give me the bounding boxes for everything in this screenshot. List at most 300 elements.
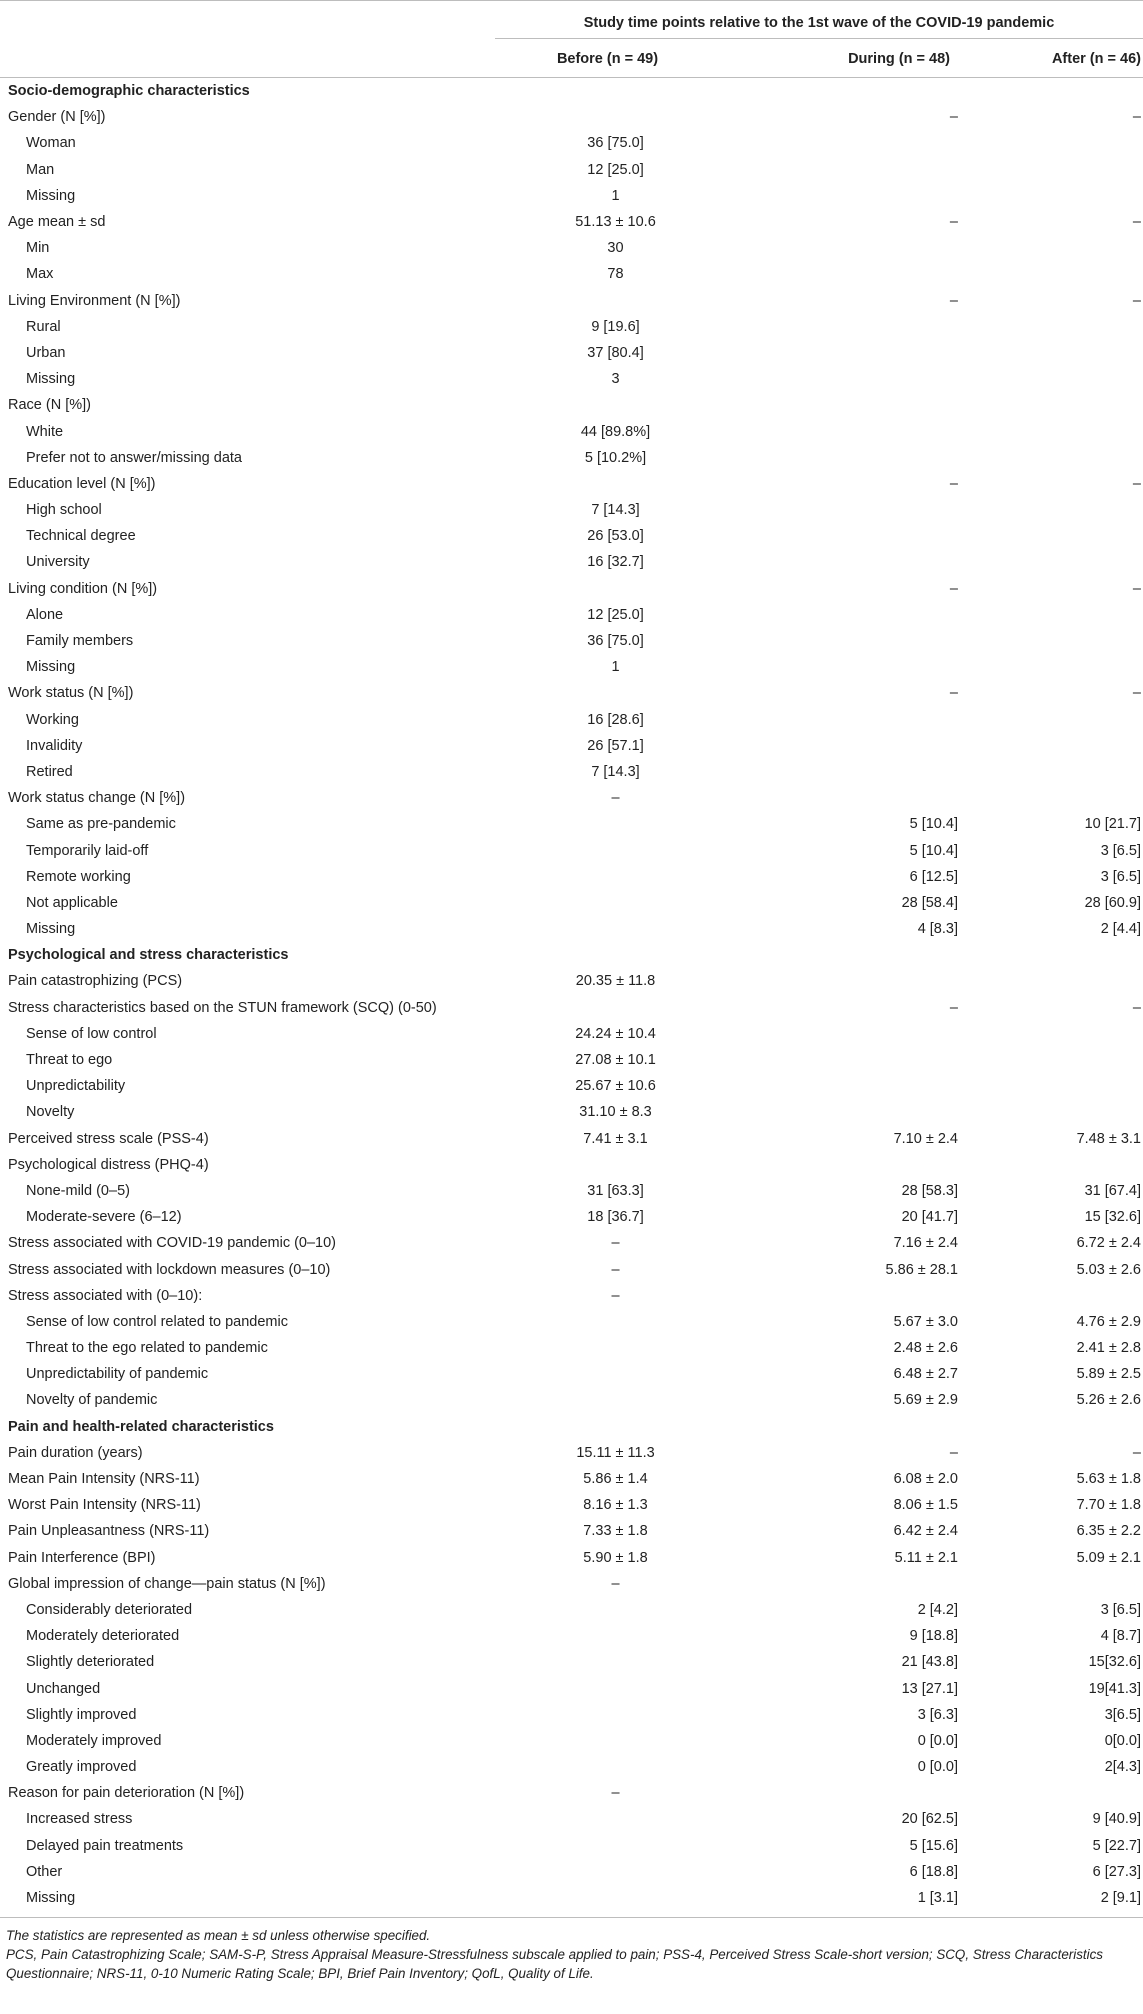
row-label: Missing — [26, 921, 76, 938]
cell-after — [958, 1099, 1143, 1125]
cell-before: 1 — [611, 659, 620, 676]
cell-during — [728, 1021, 958, 1047]
cell-during: 28 [58.3] — [901, 1182, 958, 1199]
cell-before: 7 [14.3] — [591, 502, 640, 519]
table-row — [0, 916, 1143, 942]
cell-before — [503, 837, 728, 863]
table-row — [0, 1126, 1143, 1152]
cell-before: 51.13 ± 10.6 — [575, 214, 656, 231]
table-row — [0, 445, 1143, 471]
spanning-header-title: Study time points relative to the 1st wave of the COVID-19 pandemic — [583, 15, 1055, 31]
table-row — [0, 235, 1143, 261]
cell-before — [503, 1623, 728, 1649]
cell-before: – — [611, 790, 620, 807]
cell-after: 5 [22.7] — [1092, 1837, 1141, 1854]
cell-during — [728, 340, 958, 366]
cell-after — [958, 314, 1143, 340]
table-row — [0, 366, 1143, 392]
cell-after: 19[41.3] — [1088, 1680, 1141, 1697]
cell-after: 4.76 ± 2.9 — [1076, 1313, 1141, 1330]
row-label: Threat to the ego related to pandemic — [26, 1340, 268, 1357]
table-row — [0, 1466, 1143, 1492]
cell-during: – — [949, 214, 958, 231]
table-row — [0, 1204, 1143, 1230]
row-label: Stress associated with (0–10): — [8, 1287, 203, 1304]
cell-during: 8.06 ± 1.5 — [893, 1497, 958, 1514]
row-label: White — [26, 423, 64, 440]
cell-before — [503, 1335, 728, 1361]
col-header-during: During (n = 48) — [848, 51, 950, 67]
row-label: Family members — [26, 633, 134, 650]
cell-after — [958, 1152, 1143, 1178]
cell-during: 5 [10.4] — [909, 816, 958, 833]
row-label: Woman — [26, 135, 76, 152]
cell-after: 0[0.0] — [1104, 1732, 1141, 1749]
cell-during: 5 [10.4] — [909, 842, 958, 859]
cell-before — [503, 890, 728, 916]
table-row — [0, 1361, 1143, 1387]
cell-after — [958, 261, 1143, 287]
cell-during: 13 [27.1] — [901, 1680, 958, 1697]
cell-before — [503, 1387, 728, 1413]
table-row — [0, 1073, 1143, 1099]
footnote-abbreviations: PCS, Pain Catastrophizing Scale; SAM-S-P, Stress Appraisal Measure-Stressfulness subscale applied to pain; PSS-4, Perceived Stress Scale-short version; SCQ, Stress Characteristics Questionnaire; NRS-11, 0-10 Numeric Rating Scale; BPI, Brief Pain Inventory; QofL, Quality of Life. — [6, 1947, 1104, 1982]
table-row — [0, 314, 1143, 340]
cell-after — [958, 654, 1143, 680]
footnote-stats: The statistics are represented as mean ± sd unless otherwise specified. — [6, 1928, 431, 1944]
cell-after — [958, 445, 1143, 471]
table-row — [0, 261, 1143, 287]
cell-after — [958, 785, 1143, 811]
cell-during — [728, 707, 958, 733]
cell-during: 20 [41.7] — [901, 1209, 958, 1226]
row-label: Max — [26, 266, 54, 283]
cell-after: – — [1132, 685, 1141, 702]
cell-during: – — [949, 580, 958, 597]
cell-after: 3 [6.5] — [1100, 842, 1141, 859]
cell-before — [503, 576, 728, 602]
cell-during — [728, 157, 958, 183]
row-label: Urban — [26, 344, 66, 361]
cell-after: 5.03 ± 2.6 — [1076, 1261, 1141, 1278]
section-header-row — [0, 942, 1143, 968]
cell-before — [503, 1649, 728, 1675]
row-label: Delayed pain treatments — [26, 1837, 184, 1854]
cell-before: 30 — [607, 240, 624, 257]
row-label: Global impression of change—pain status (N [%]) — [8, 1575, 326, 1592]
cell-before: 36 [75.0] — [587, 633, 644, 650]
row-label: Sense of low control — [26, 1025, 157, 1042]
row-label: Slightly deteriorated — [26, 1654, 155, 1671]
cell-after: – — [1132, 214, 1141, 231]
cell-during: 5.11 ± 2.1 — [894, 1549, 958, 1566]
cell-during: – — [949, 109, 958, 126]
table-row — [0, 157, 1143, 183]
cell-before: 78 — [607, 266, 624, 283]
cell-after: 7.70 ± 1.8 — [1076, 1497, 1141, 1514]
cell-during — [728, 183, 958, 209]
table-row — [0, 1780, 1143, 1806]
cell-during — [728, 130, 958, 156]
column-header-row — [0, 39, 1143, 78]
table-row — [0, 130, 1143, 156]
row-label: Stress associated with lockdown measures (0–10) — [8, 1261, 331, 1278]
cell-before — [503, 78, 728, 104]
cell-before: – — [611, 1235, 620, 1252]
cell-during — [728, 1571, 958, 1597]
table-row — [0, 418, 1143, 444]
cell-after: 15[32.6] — [1088, 1654, 1141, 1671]
cell-after — [958, 235, 1143, 261]
cell-after: 5.89 ± 2.5 — [1076, 1366, 1141, 1383]
row-label: Threat to ego — [26, 1052, 113, 1069]
cell-during — [728, 968, 958, 994]
row-label: Reason for pain deterioration (N [%]) — [8, 1785, 245, 1802]
cell-before — [503, 1859, 728, 1885]
cell-during: 9 [18.8] — [909, 1628, 958, 1645]
table-row — [0, 759, 1143, 785]
table-row — [0, 576, 1143, 602]
table-row — [0, 1335, 1143, 1361]
row-label: Education level (N [%]) — [8, 475, 156, 492]
row-label: Retired — [26, 763, 73, 780]
row-label: Temporarily laid-off — [26, 842, 149, 859]
cell-before — [503, 811, 728, 837]
cell-before — [503, 864, 728, 890]
cell-before: 7 [14.3] — [591, 763, 640, 780]
cell-after — [958, 733, 1143, 759]
table-row — [0, 837, 1143, 863]
cell-before: – — [611, 1287, 620, 1304]
cell-after: 28 [60.9] — [1084, 894, 1141, 911]
table-row — [0, 340, 1143, 366]
cell-during — [728, 942, 958, 968]
cell-during: – — [949, 475, 958, 492]
table-row — [0, 1440, 1143, 1466]
cell-after: 6.72 ± 2.4 — [1076, 1235, 1141, 1252]
cell-after — [958, 1283, 1143, 1309]
cell-after — [958, 340, 1143, 366]
cell-during: 0 [0.0] — [917, 1732, 958, 1749]
row-label: Pain and health-related characteristics — [8, 1418, 274, 1435]
cell-during: 5.67 ± 3.0 — [893, 1313, 958, 1330]
row-label: Stress associated with COVID-19 pandemic (0–10) — [8, 1235, 337, 1252]
table-row — [0, 1623, 1143, 1649]
cell-during: 7.10 ± 2.4 — [893, 1130, 958, 1147]
cell-during — [728, 654, 958, 680]
cell-before: 36 [75.0] — [587, 135, 644, 152]
cell-during: 4 [8.3] — [917, 921, 958, 938]
cell-during: – — [949, 685, 958, 702]
table-row — [0, 680, 1143, 706]
row-label: Gender (N [%]) — [8, 109, 106, 126]
cell-after: 7.48 ± 3.1 — [1076, 1130, 1141, 1147]
row-label: Missing — [26, 187, 76, 204]
cell-before — [503, 1833, 728, 1859]
cell-during: 6.08 ± 2.0 — [893, 1471, 958, 1488]
cell-during — [728, 759, 958, 785]
row-label: Pain catastrophizing (PCS) — [8, 973, 183, 990]
table-row — [0, 183, 1143, 209]
row-label: Moderately deteriorated — [26, 1628, 180, 1645]
row-label: Moderately improved — [26, 1732, 162, 1749]
cell-during — [728, 1414, 958, 1440]
cell-before — [503, 1152, 728, 1178]
cell-after: 5.09 ± 2.1 — [1076, 1549, 1141, 1566]
cell-before: 8.16 ± 1.3 — [583, 1497, 648, 1514]
cell-during: 6.48 ± 2.7 — [893, 1366, 958, 1383]
section-header-row — [0, 78, 1143, 104]
row-label: University — [26, 554, 90, 571]
row-label: Psychological and stress characteristics — [8, 947, 289, 964]
table-row — [0, 1649, 1143, 1675]
cell-before: 5 [10.2%] — [584, 449, 647, 466]
row-label: Novelty — [26, 1104, 75, 1121]
cell-after: 6 [27.3] — [1092, 1863, 1141, 1880]
cell-during: – — [949, 292, 958, 309]
header-spanning-row — [0, 1, 1143, 39]
cell-before: 24.24 ± 10.4 — [575, 1025, 656, 1042]
table-row — [0, 1021, 1143, 1047]
cell-after — [958, 1571, 1143, 1597]
cell-after — [958, 968, 1143, 994]
table-row — [0, 1597, 1143, 1623]
cell-during — [728, 418, 958, 444]
table-row — [0, 968, 1143, 994]
cell-before — [503, 104, 728, 130]
row-label: Age mean ± sd — [8, 214, 106, 231]
cell-after — [958, 78, 1143, 104]
row-label: Work status (N [%]) — [8, 685, 134, 702]
cell-during: 5.69 ± 2.9 — [893, 1392, 958, 1409]
row-label: Mean Pain Intensity (NRS-11) — [8, 1471, 200, 1488]
row-label: Rural — [26, 318, 61, 335]
table-row — [0, 811, 1143, 837]
cell-after: 3[6.5] — [1104, 1706, 1141, 1723]
cell-after: – — [1132, 475, 1141, 492]
row-label: High school — [26, 502, 102, 519]
cell-during — [728, 1047, 958, 1073]
cell-before — [503, 1309, 728, 1335]
table-row — [0, 995, 1143, 1021]
cell-during: 1 [3.1] — [917, 1890, 958, 1907]
cell-during: 21 [43.8] — [901, 1654, 958, 1671]
table-row — [0, 1492, 1143, 1518]
cell-during: 2.48 ± 2.6 — [893, 1340, 958, 1357]
cell-after: 5.63 ± 1.8 — [1076, 1471, 1141, 1488]
cell-before — [503, 995, 728, 1021]
cell-before — [503, 1414, 728, 1440]
cell-after: 15 [32.6] — [1084, 1209, 1141, 1226]
cell-after: – — [1132, 999, 1141, 1016]
cell-after — [958, 1414, 1143, 1440]
table-row — [0, 209, 1143, 235]
cell-during — [728, 445, 958, 471]
row-label: Stress characteristics based on the STUN framework (SCQ) (0-50) — [8, 999, 437, 1016]
table-row — [0, 1230, 1143, 1256]
row-label: Socio-demographic characteristics — [8, 83, 250, 100]
row-label: Same as pre-pandemic — [26, 816, 176, 833]
cell-during — [728, 785, 958, 811]
cell-after: – — [1132, 292, 1141, 309]
cell-during: 6 [18.8] — [909, 1863, 958, 1880]
cell-after — [958, 392, 1143, 418]
cell-before — [503, 1885, 728, 1911]
cell-before — [503, 916, 728, 942]
cell-during: 5.86 ± 28.1 — [885, 1261, 958, 1278]
row-label: Missing — [26, 1890, 76, 1907]
cell-before: 31 [63.3] — [587, 1182, 644, 1199]
row-label: Pain duration (years) — [8, 1444, 143, 1461]
cell-during: 5 [15.6] — [909, 1837, 958, 1854]
cell-after — [958, 549, 1143, 575]
table-row — [0, 288, 1143, 314]
cell-before — [503, 1361, 728, 1387]
cell-after: 10 [21.7] — [1084, 816, 1141, 833]
table-row — [0, 654, 1143, 680]
row-label: Race (N [%]) — [8, 397, 91, 414]
cell-after — [958, 759, 1143, 785]
cell-after: 3 [6.5] — [1100, 1601, 1141, 1618]
row-label: Pain Unpleasantness (NRS-11) — [8, 1523, 210, 1540]
cell-after: 6.35 ± 2.2 — [1076, 1523, 1141, 1540]
table-row — [0, 392, 1143, 418]
cell-before: 18 [36.7] — [587, 1209, 644, 1226]
row-label: Unpredictability of pandemic — [26, 1366, 209, 1383]
row-label: Work status change (N [%]) — [8, 790, 186, 807]
table-row — [0, 104, 1143, 130]
cell-during — [728, 549, 958, 575]
table-row — [0, 733, 1143, 759]
row-label: Missing — [26, 659, 76, 676]
table-row — [0, 602, 1143, 628]
cell-after: 31 [67.4] — [1084, 1182, 1141, 1199]
cell-after: 2 [4.4] — [1100, 921, 1141, 938]
cell-before — [503, 1675, 728, 1701]
table-row — [0, 785, 1143, 811]
table-row — [0, 1309, 1143, 1335]
table-row — [0, 1047, 1143, 1073]
row-label: Considerably deteriorated — [26, 1601, 193, 1618]
cell-before — [503, 471, 728, 497]
table-row — [0, 1833, 1143, 1859]
row-label: Invalidity — [26, 737, 83, 754]
cell-after: 9 [40.9] — [1092, 1811, 1141, 1828]
cell-during — [728, 392, 958, 418]
col-header-after: After (n = 46) — [1051, 51, 1141, 67]
cell-after — [958, 1047, 1143, 1073]
cell-before: 7.41 ± 3.1 — [583, 1130, 648, 1147]
cell-during — [728, 261, 958, 287]
table-footnotes — [0, 1918, 1143, 1983]
table-row — [0, 1283, 1143, 1309]
cell-during — [728, 733, 958, 759]
cell-before: 25.67 ± 10.6 — [575, 1078, 656, 1095]
table-row — [0, 890, 1143, 916]
cell-during — [728, 366, 958, 392]
cell-during — [728, 235, 958, 261]
cell-during — [728, 314, 958, 340]
cell-during — [728, 602, 958, 628]
cell-before: 7.33 ± 1.8 — [583, 1523, 648, 1540]
cell-before — [503, 942, 728, 968]
table-row — [0, 1859, 1143, 1885]
row-label: Unchanged — [26, 1680, 101, 1697]
row-label: Prefer not to answer/missing data — [26, 449, 242, 466]
cell-after — [958, 418, 1143, 444]
table-row — [0, 497, 1143, 523]
cell-after — [958, 497, 1143, 523]
table-row — [0, 1754, 1143, 1780]
cell-during: 6.42 ± 2.4 — [893, 1523, 958, 1540]
cell-before: – — [611, 1261, 620, 1278]
cell-during — [728, 497, 958, 523]
cell-after: – — [1132, 580, 1141, 597]
cell-after — [958, 628, 1143, 654]
table-row — [0, 471, 1143, 497]
table-row — [0, 1806, 1143, 1832]
cell-before: 16 [28.6] — [587, 711, 644, 728]
cell-before: 26 [57.1] — [587, 737, 644, 754]
table-row — [0, 707, 1143, 733]
table-row — [0, 864, 1143, 890]
cell-during: – — [949, 999, 958, 1016]
cell-after — [958, 1780, 1143, 1806]
table-row — [0, 1099, 1143, 1125]
cell-before — [503, 1702, 728, 1728]
cell-during — [728, 1152, 958, 1178]
cell-before: 44 [89.8%] — [580, 423, 651, 440]
table-row — [0, 1256, 1143, 1282]
table-body — [0, 78, 1143, 1911]
cell-before — [503, 1728, 728, 1754]
cell-during: – — [949, 1444, 958, 1461]
table-row — [0, 549, 1143, 575]
cell-before — [503, 1806, 728, 1832]
cell-during: 20 [62.5] — [901, 1811, 958, 1828]
row-label: None-mild (0–5) — [26, 1182, 130, 1199]
cell-after — [958, 707, 1143, 733]
table-row — [0, 1885, 1143, 1911]
row-label: Man — [26, 161, 55, 178]
section-header-row — [0, 1414, 1143, 1440]
row-label: Unpredictability — [26, 1078, 126, 1095]
table-row — [0, 1545, 1143, 1571]
table-row — [0, 1571, 1143, 1597]
cell-during: 7.16 ± 2.4 — [893, 1235, 958, 1252]
cell-before: 1 — [611, 187, 620, 204]
cell-during — [728, 1073, 958, 1099]
col-header-before: Before (n = 49) — [556, 51, 659, 67]
row-label: Perceived stress scale (PSS-4) — [8, 1130, 209, 1147]
row-label: Increased stress — [26, 1811, 133, 1828]
row-label: Moderate-severe (6–12) — [26, 1209, 182, 1226]
row-label: Greatly improved — [26, 1759, 137, 1776]
table-row — [0, 1702, 1143, 1728]
cell-after — [958, 942, 1143, 968]
table-row — [0, 1728, 1143, 1754]
cell-before: – — [611, 1575, 620, 1592]
cell-after — [958, 157, 1143, 183]
cell-after — [958, 523, 1143, 549]
cell-before: 12 [25.0] — [587, 161, 644, 178]
cell-before: – — [611, 1785, 620, 1802]
table-row — [0, 523, 1143, 549]
cell-after: 4 [8.7] — [1100, 1628, 1141, 1645]
cell-before: 27.08 ± 10.1 — [575, 1052, 656, 1069]
cell-after — [958, 366, 1143, 392]
cell-during — [728, 628, 958, 654]
